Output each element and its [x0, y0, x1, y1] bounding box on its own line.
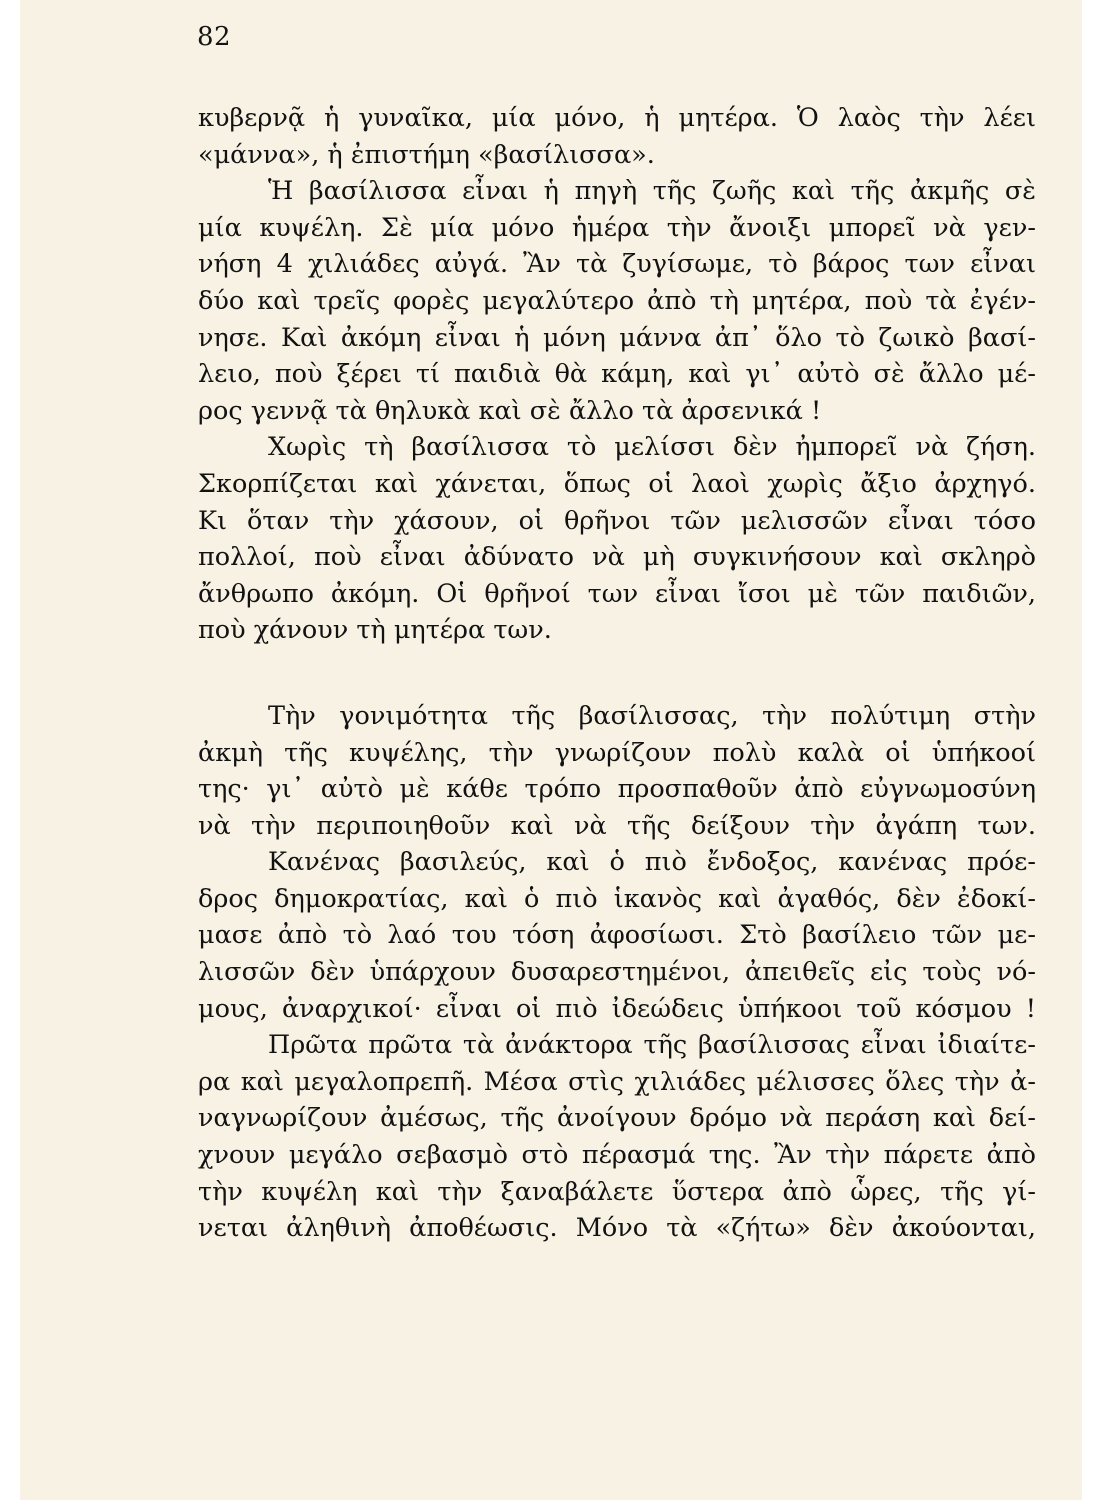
text-line: λειο, ποὺ ξέρει τί παιδιὰ θὰ κάμη, καὶ γι᾿ αὐτὸ σὲ ἄλλο μέ-	[198, 359, 1036, 390]
text-line: νεται ἀληθινὴ ἀποθέωσις. Μόνο τὰ «ζήτω» δὲν ἀκούονται,	[198, 1213, 1036, 1244]
body-text	[198, 100, 1036, 1247]
text-line: ναγνωρίζουν ἀμέσως, τῆς ἀνοίγουν δρόμο νὰ περάση καὶ δεί-	[198, 1103, 1036, 1134]
text-line: μασε ἀπὸ τὸ λαό του τόση ἀφοσίωσι. Στὸ βασίλειο τῶν με-	[198, 920, 1036, 951]
text-line: κυβερνᾷ ἡ γυναῖκα, μία μόνο, ἡ μητέρα. Ὁ λαὸς τὴν λέει	[198, 103, 1036, 133]
text-line: τὴν κυψέλη καὶ τὴν ξαναβάλετε ὕστερα ἀπὸ ὧρες, τῆς γί-	[198, 1176, 1036, 1207]
text-line: Τὴν γονιμότητα τῆς βασίλισσας, τὴν πολύτιμη στὴν	[268, 700, 1036, 731]
text-line: Χωρὶς τὴ βασίλισσα τὸ μελίσσι δὲν ἠμπορεῖ νὰ ζήση.	[268, 432, 1036, 463]
text-line: λισσῶν δὲν ὑπάρχουν δυσαρεστημένοι, ἀπειθεῖς εἰς τοὺς νό-	[198, 957, 1036, 988]
text-line: δρος δημοκρατίας, καὶ ὁ πιὸ ἱκανὸς καὶ ἀγαθός, δὲν ἐδοκί-	[198, 883, 1036, 914]
text-line: ποὺ χάνουν τὴ μητέρα των.	[198, 615, 552, 646]
text-line: μία κυψέλη. Σὲ μία μόνο ἡμέρα τὴν ἄνοιξι μπορεῖ νὰ γεν-	[198, 212, 1036, 243]
text-line: «μάννα», ἡ ἐπιστήμη «βασίλισσα».	[198, 139, 655, 170]
text-line: νήση 4 χιλιάδες αὐγά. Ἂν τὰ ζυγίσωμε, τὸ βάρος των εἶναι	[198, 249, 1036, 280]
text-line: χνουν μεγάλο σεβασμὸ στὸ πέρασμά της. Ἂν τὴν πάρετε ἀπὸ	[198, 1140, 1036, 1171]
text-line: ρος γεννᾷ τὰ θηλυκὰ καὶ σὲ ἄλλο τὰ ἀρσενικά !	[198, 395, 822, 426]
text-line: μους, ἀναρχικοί· εἶναι οἱ πιὸ ἰδεώδεις ὑπήκοοι τοῦ κόσμου !	[198, 993, 1036, 1024]
text-line: Πρῶτα πρῶτα τὰ ἀνάκτορα τῆς βασίλισσας εἶναι ἰδιαίτε-	[268, 1030, 1036, 1061]
text-line: δύο καὶ τρεῖς φορὲς μεγαλύτερο ἀπὸ τὴ μητέρα, ποὺ τὰ ἐγέν-	[198, 285, 1036, 316]
text-line: Κι ὅταν τὴν χάσουν, οἱ θρῆνοι τῶν μελισσῶν εἶναι τόσο	[198, 505, 1036, 536]
text-line: ἀκμὴ τῆς κυψέλης, τὴν γνωρίζουν πολὺ καλὰ οἱ ὑπήκοοί	[198, 737, 1036, 768]
text-line: Σκορπίζεται καὶ χάνεται, ὅπως οἱ λαοὶ χωρὶς ἄξιο ἀρχηγό.	[198, 468, 1036, 499]
text-line: Ἡ βασίλισσα εἶναι ἡ πηγὴ τῆς ζωῆς καὶ τῆς ἀκμῆς σὲ	[268, 176, 1036, 207]
book-page	[20, 0, 1082, 1500]
text-line: νησε. Καὶ ἀκόμη εἶναι ἡ μόνη μάννα ἀπ᾿ ὅλο τὸ ζωικὸ βασί-	[198, 322, 1036, 353]
text-line: Κανένας βασιλεύς, καὶ ὁ πιὸ ἔνδοξος, κανένας πρόε-	[268, 847, 1036, 878]
text-line: ρα καὶ μεγαλοπρεπῆ. Μέσα στὶς χιλιάδες μέλισσες ὅλες τὴν ἀ-	[198, 1066, 1036, 1097]
text-line: πολλοί, ποὺ εἶναι ἀδύνατο νὰ μὴ συγκινήσουν καὶ σκληρὸ	[198, 542, 1036, 573]
text-line: της· γι᾿ αὐτὸ μὲ κάθε τρόπο προσπαθοῦν ἀπὸ εὐγνωμοσύνη	[198, 774, 1036, 805]
page-number: 82	[197, 22, 232, 52]
text-line: ἄνθρωπο ἀκόμη. Οἱ θρῆνοί των εἶναι ἴσοι μὲ τῶν παιδιῶν,	[198, 578, 1036, 609]
text-line: νὰ τὴν περιποιηθοῦν καὶ νὰ τῆς δείξουν τὴν ἀγάπη των.	[198, 810, 1036, 841]
